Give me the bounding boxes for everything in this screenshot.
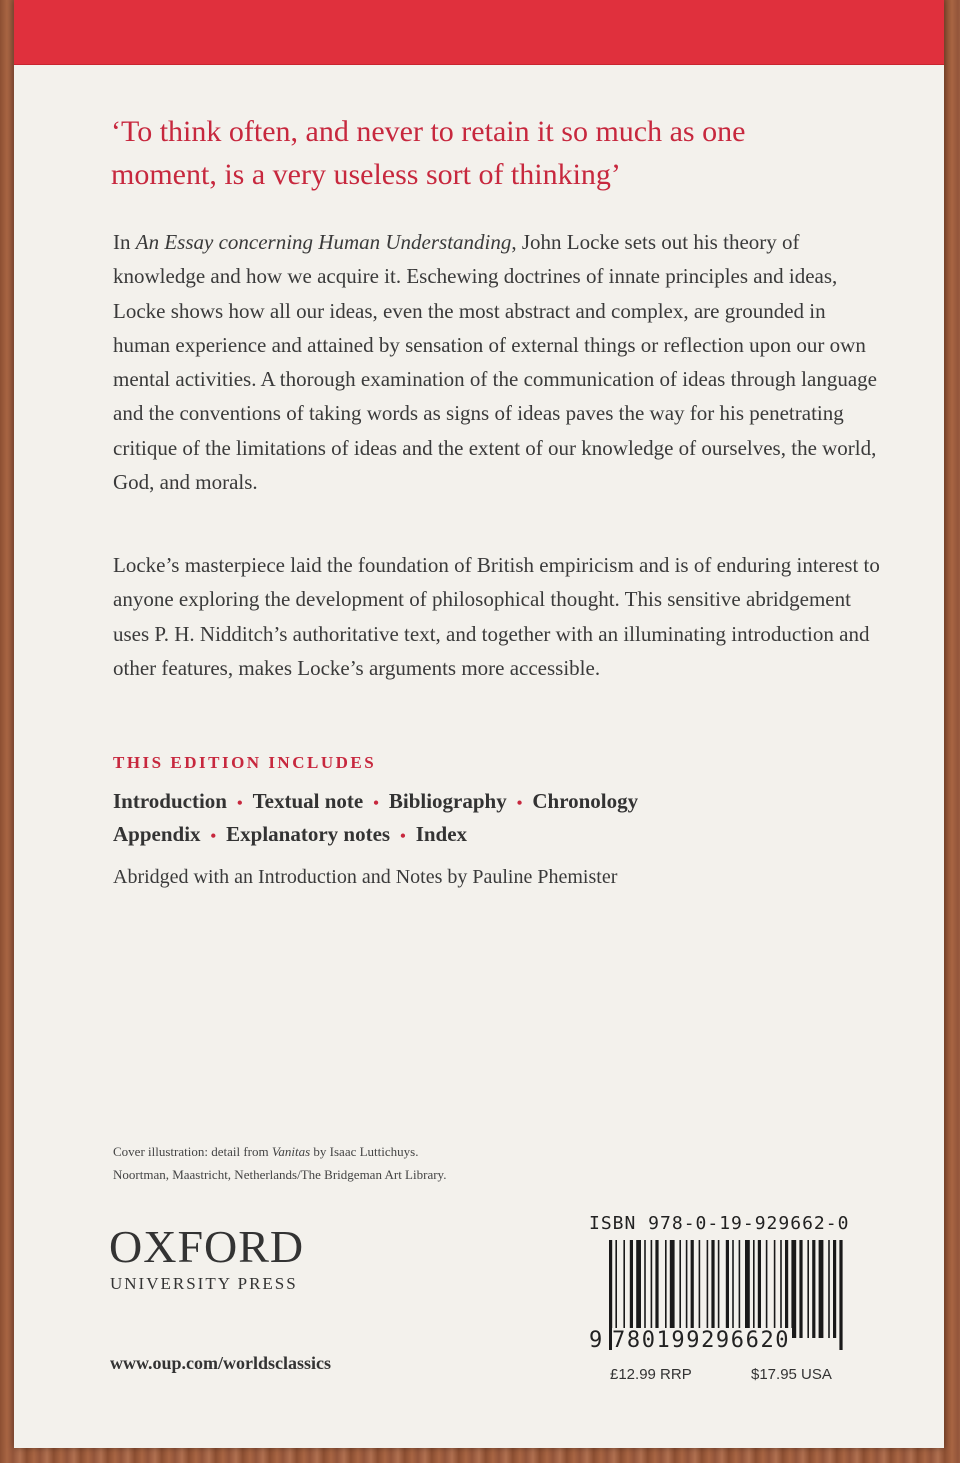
barcode-remaining-digits: 780199296620: [612, 1328, 791, 1353]
pull-quote: ‘To think often, and never to retain it so much as one moment, is a very useless sort of thinking’: [111, 115, 746, 191]
price-usd: $17.95 USA: [751, 1366, 832, 1383]
cover-illustration-credit: [113, 1140, 593, 1186]
credit-source: Noortman, Maastricht, Netherlands/The Bridgeman Art Library.: [113, 1167, 447, 1182]
bullet-separator: •: [373, 795, 379, 812]
description-paragraph-1: [113, 225, 883, 499]
bullet-separator: •: [400, 828, 406, 845]
publisher-url: www.oup.com/worldsclassics: [110, 1353, 332, 1373]
bullet-separator: •: [236, 795, 243, 812]
description-prefix: In: [113, 230, 136, 254]
features-row-1: [113, 786, 833, 819]
feature-item: Chronology: [532, 789, 639, 813]
bullet-separator: •: [516, 795, 523, 812]
bullet-separator: •: [210, 828, 217, 845]
feature-item: Textual note: [252, 789, 364, 813]
red-top-band: [14, 0, 944, 65]
feature-item: Index: [415, 822, 468, 846]
isbn-label: ISBN 978-0-19-929662-0: [589, 1213, 850, 1234]
feature-item: Introduction: [113, 789, 227, 813]
credit-artist: by Isaac Luttichuys.: [310, 1144, 419, 1159]
description-body: , John Locke sets out his theory of knowledge and how we acquire it. Eschewing doctrines of innate principles and ideas, Locke shows how all our ideas, even the most abstract and complex, are grounded in human experience and attained by sensation of external things or reflection upon our own mental activities. A thorough examination of the communication of ideas through language and the conventions of taking words as signs of ideas paves the way for his penetrating critique of the limitations of ideas and the extent of our knowledge of ourselves, the world, God, and morals.: [113, 230, 877, 495]
edition-features-list: [113, 786, 833, 852]
description-paragraph-2: Locke’s masterpiece laid the foundation of British empiricism and is of enduring interest to anyone exploring the development of philosophical thought. This sensitive abridgement uses P. H. Nidditch’s authoritative text, and together with an illuminating introduction and other features, makes Locke’s arguments more accessible.: [113, 553, 880, 680]
barcode-first-digit: 9: [589, 1328, 603, 1353]
features-row-2: [113, 819, 833, 852]
feature-item: Appendix: [113, 822, 201, 846]
publisher-logo-subtitle: UNIVERSITY PRESS: [110, 1274, 298, 1293]
credit-prefix: Cover illustration: detail from: [113, 1144, 272, 1159]
feature-item: Explanatory notes: [226, 822, 391, 846]
feature-item: Bibliography: [388, 789, 507, 813]
book-title-italic: An Essay concerning Human Understanding: [135, 230, 512, 254]
barcode: [589, 1240, 854, 1358]
edition-includes-heading: THIS EDITION INCLUDES: [113, 753, 377, 772]
abridged-by-line: Abridged with an Introduction and Notes by Pauline Phemister: [113, 866, 618, 888]
book-back-cover: [14, 0, 944, 1448]
price-gbp: £12.99 RRP: [610, 1366, 692, 1383]
barcode-digits: [589, 1324, 854, 1358]
artwork-title: Vanitas: [271, 1144, 311, 1159]
publisher-logo-name: OXFORD: [109, 1221, 305, 1272]
